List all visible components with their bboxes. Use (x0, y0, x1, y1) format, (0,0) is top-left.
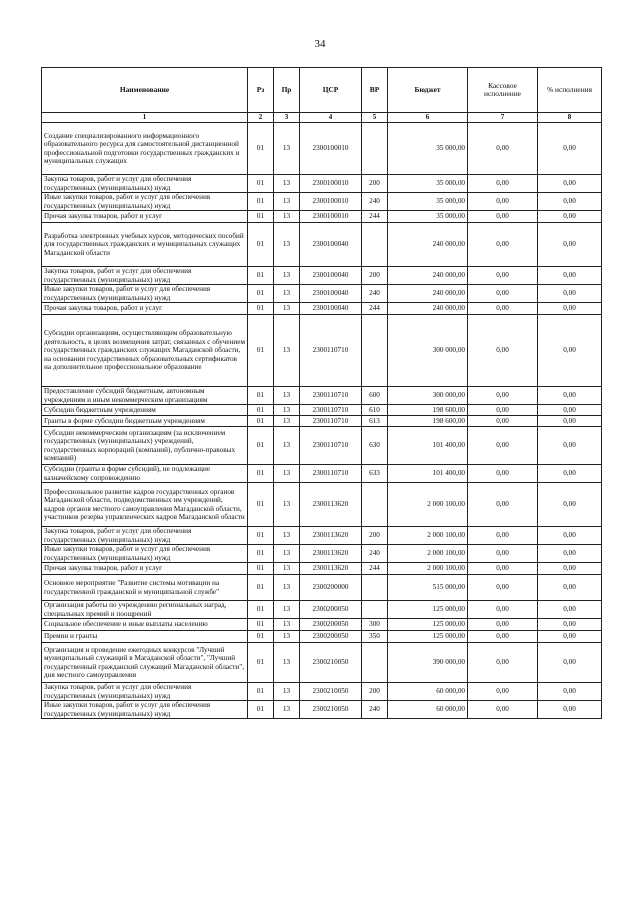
row-cash-cell: 0,00 (468, 223, 538, 267)
row-csr-cell: 2300110710 (300, 405, 362, 416)
table-row (42, 405, 602, 416)
row-pct-cell: 0,00 (538, 267, 602, 285)
row-budget-cell: 2 000 100,00 (388, 563, 468, 575)
row-csr-cell: 2300210050 (300, 683, 362, 701)
row-pr-cell: 13 (274, 285, 300, 303)
row-csr-cell: 2300200050 (300, 619, 362, 631)
header-row (42, 68, 602, 113)
table-row (42, 416, 602, 427)
table-row (42, 211, 602, 223)
row-pct-cell: 0,00 (538, 683, 602, 701)
row-pct-cell: 0,00 (538, 211, 602, 223)
row-cash-cell: 0,00 (468, 123, 538, 175)
row-budget-cell: 240 000,00 (388, 267, 468, 285)
row-budget-cell: 2 000 100,00 (388, 545, 468, 563)
row-budget-cell: 60 000,00 (388, 701, 468, 719)
row-cash-cell: 0,00 (468, 701, 538, 719)
row-name-cell: Иные закупки товаров, работ и услуг для обеспечения государственных (муниципальных) нужд (42, 545, 248, 563)
row-cash-cell: 0,00 (468, 405, 538, 416)
row-pr-cell: 13 (274, 427, 300, 465)
row-vr-cell: 613 (362, 416, 388, 427)
row-rz-cell: 01 (248, 545, 274, 563)
table-row (42, 619, 602, 631)
row-cash-cell: 0,00 (468, 631, 538, 643)
row-vr-cell: 240 (362, 285, 388, 303)
row-pr-cell: 13 (274, 387, 300, 405)
row-name-cell: Профессиональное развитие кадров государственных органов Магаданской области, подведомственных им учреждений, кадров органов местного самоуправления Магаданской области, участников резерва управленческих кадров Магаданской области (42, 483, 248, 527)
table-row (42, 683, 602, 701)
header-cash: Кассовое исполнение (468, 68, 538, 113)
row-csr-cell: 2300200050 (300, 631, 362, 643)
row-budget-cell: 101 400,00 (388, 465, 468, 483)
table-row (42, 631, 602, 643)
row-rz-cell: 01 (248, 483, 274, 527)
row-rz-cell: 01 (248, 211, 274, 223)
row-cash-cell: 0,00 (468, 563, 538, 575)
table-row (42, 575, 602, 601)
row-name-cell: Иные закупки товаров, работ и услуг для обеспечения государственных (муниципальных) нужд (42, 285, 248, 303)
row-vr-cell: 240 (362, 545, 388, 563)
table-row (42, 303, 602, 315)
row-vr-cell: 244 (362, 303, 388, 315)
table-row (42, 193, 602, 211)
row-pct-cell: 0,00 (538, 575, 602, 601)
row-vr-cell: 240 (362, 701, 388, 719)
row-rz-cell: 01 (248, 193, 274, 211)
row-name-cell: Иные закупки товаров, работ и услуг для обеспечения государственных (муниципальных) нужд (42, 193, 248, 211)
row-pct-cell: 0,00 (538, 387, 602, 405)
row-cash-cell: 0,00 (468, 483, 538, 527)
row-cash-cell: 0,00 (468, 211, 538, 223)
row-budget-cell: 198 600,00 (388, 405, 468, 416)
table-row (42, 545, 602, 563)
col-number: 8 (538, 113, 602, 123)
col-number: 4 (300, 113, 362, 123)
row-budget-cell: 125 000,00 (388, 631, 468, 643)
row-cash-cell: 0,00 (468, 315, 538, 387)
row-pct-cell: 0,00 (538, 123, 602, 175)
row-csr-cell: 2300100040 (300, 223, 362, 267)
row-cash-cell: 0,00 (468, 465, 538, 483)
row-pr-cell: 13 (274, 575, 300, 601)
row-vr-cell: 300 (362, 619, 388, 631)
row-budget-cell: 60 000,00 (388, 683, 468, 701)
row-pr-cell: 13 (274, 303, 300, 315)
row-pr-cell: 13 (274, 527, 300, 545)
row-csr-cell: 2300200000 (300, 575, 362, 601)
row-pr-cell: 13 (274, 545, 300, 563)
row-csr-cell: 2300113620 (300, 545, 362, 563)
row-name-cell: Закупка товаров, работ и услуг для обеспечения государственных (муниципальных) нужд (42, 175, 248, 193)
row-vr-cell (362, 223, 388, 267)
row-name-cell: Прочая закупка товаров, работ и услуг (42, 563, 248, 575)
row-pct-cell: 0,00 (538, 701, 602, 719)
row-budget-cell: 198 600,00 (388, 416, 468, 427)
table-row (42, 175, 602, 193)
row-cash-cell: 0,00 (468, 193, 538, 211)
row-vr-cell: 610 (362, 405, 388, 416)
table-row (42, 315, 602, 387)
row-budget-cell: 35 000,00 (388, 193, 468, 211)
row-pr-cell: 13 (274, 643, 300, 683)
page-number: 34 (314, 38, 326, 50)
row-cash-cell: 0,00 (468, 601, 538, 619)
table-row (42, 643, 602, 683)
row-name-cell: Субсидии (гранты в форме субсидий), не подлежащие казначейскому сопровождению (42, 465, 248, 483)
row-vr-cell (362, 315, 388, 387)
row-rz-cell: 01 (248, 643, 274, 683)
row-cash-cell: 0,00 (468, 545, 538, 563)
row-csr-cell: 2300113620 (300, 483, 362, 527)
row-budget-cell: 125 000,00 (388, 601, 468, 619)
row-name-cell: Закупка товаров, работ и услуг для обеспечения государственных (муниципальных) нужд (42, 527, 248, 545)
col-number: 6 (388, 113, 468, 123)
row-rz-cell: 01 (248, 387, 274, 405)
row-name-cell: Предоставление субсидий бюджетным, автономным учреждениям и иным некоммерческим организациям (42, 387, 248, 405)
row-rz-cell: 01 (248, 303, 274, 315)
row-pct-cell: 0,00 (538, 545, 602, 563)
row-budget-cell: 35 000,00 (388, 211, 468, 223)
col-number: 3 (274, 113, 300, 123)
row-pct-cell: 0,00 (538, 601, 602, 619)
col-number: 5 (362, 113, 388, 123)
row-csr-cell: 2300110710 (300, 427, 362, 465)
row-csr-cell: 2300113620 (300, 563, 362, 575)
row-pr-cell: 13 (274, 267, 300, 285)
col-number: 1 (42, 113, 248, 123)
row-budget-cell: 390 000,00 (388, 643, 468, 683)
row-csr-cell: 2300110710 (300, 387, 362, 405)
row-pct-cell: 0,00 (538, 416, 602, 427)
table-row (42, 483, 602, 527)
row-rz-cell: 01 (248, 601, 274, 619)
row-pct-cell: 0,00 (538, 405, 602, 416)
row-rz-cell: 01 (248, 575, 274, 601)
row-budget-cell: 101 400,00 (388, 427, 468, 465)
row-pct-cell: 0,00 (538, 631, 602, 643)
row-rz-cell: 01 (248, 683, 274, 701)
row-budget-cell: 240 000,00 (388, 285, 468, 303)
row-cash-cell: 0,00 (468, 303, 538, 315)
row-vr-cell (362, 601, 388, 619)
row-vr-cell: 633 (362, 465, 388, 483)
row-vr-cell (362, 123, 388, 175)
table-row (42, 267, 602, 285)
table-row (42, 601, 602, 619)
row-pr-cell: 13 (274, 405, 300, 416)
row-cash-cell: 0,00 (468, 527, 538, 545)
row-vr-cell: 630 (362, 427, 388, 465)
row-vr-cell: 600 (362, 387, 388, 405)
row-budget-cell: 300 000,00 (388, 315, 468, 387)
row-pr-cell: 13 (274, 123, 300, 175)
row-vr-cell: 200 (362, 175, 388, 193)
row-budget-cell: 35 000,00 (388, 175, 468, 193)
row-rz-cell: 01 (248, 701, 274, 719)
row-csr-cell: 2300100040 (300, 303, 362, 315)
row-rz-cell: 01 (248, 527, 274, 545)
table-row (42, 563, 602, 575)
row-pr-cell: 13 (274, 601, 300, 619)
row-rz-cell: 01 (248, 427, 274, 465)
table-row (42, 427, 602, 465)
row-pr-cell: 13 (274, 193, 300, 211)
row-cash-cell: 0,00 (468, 683, 538, 701)
row-pct-cell: 0,00 (538, 427, 602, 465)
row-csr-cell: 2300200050 (300, 601, 362, 619)
row-csr-cell: 2300100010 (300, 123, 362, 175)
row-pct-cell: 0,00 (538, 527, 602, 545)
row-pr-cell: 13 (274, 483, 300, 527)
row-name-cell: Субсидии организациям, осуществляющим образовательную деятельность, в целях возмещения затрат, связанных с обучением государственных гражданских служащих Магаданской области, на основании государственных образовательных сертификатов на дополнительное профессиональное образование (42, 315, 248, 387)
row-pr-cell: 13 (274, 563, 300, 575)
row-pr-cell: 13 (274, 465, 300, 483)
row-pct-cell: 0,00 (538, 315, 602, 387)
row-vr-cell (362, 575, 388, 601)
row-pct-cell: 0,00 (538, 563, 602, 575)
row-csr-cell: 2300110710 (300, 315, 362, 387)
header-pct: % исполнения (538, 68, 602, 113)
row-vr-cell: 244 (362, 211, 388, 223)
row-rz-cell: 01 (248, 123, 274, 175)
row-name-cell: Закупка товаров, работ и услуг для обеспечения государственных (муниципальных) нужд (42, 683, 248, 701)
row-pr-cell: 13 (274, 683, 300, 701)
row-cash-cell: 0,00 (468, 427, 538, 465)
row-vr-cell: 350 (362, 631, 388, 643)
row-cash-cell: 0,00 (468, 267, 538, 285)
budget-execution-table (41, 67, 602, 719)
row-name-cell: Организация и проведение ежегодных конкурсов "Лучший муниципальный служащий в Магаданской области", "Лучший государственный гражданский служащий Магаданской области", дня местного самоуправления (42, 643, 248, 683)
row-pct-cell: 0,00 (538, 193, 602, 211)
row-csr-cell: 2300100010 (300, 175, 362, 193)
row-rz-cell: 01 (248, 315, 274, 387)
row-rz-cell: 01 (248, 416, 274, 427)
row-csr-cell: 2300100040 (300, 267, 362, 285)
row-name-cell: Разработка электронных учебных курсов, методических пособий для государственных гражданских и муниципальных служащих Магаданской области (42, 223, 248, 267)
row-csr-cell: 2300110710 (300, 465, 362, 483)
row-cash-cell: 0,00 (468, 643, 538, 683)
row-pr-cell: 13 (274, 631, 300, 643)
row-pr-cell: 13 (274, 175, 300, 193)
row-pr-cell: 13 (274, 223, 300, 267)
table-row (42, 465, 602, 483)
row-csr-cell: 2300113620 (300, 527, 362, 545)
row-name-cell: Субсидии некоммерческим организациям (за исключением государственных (муниципальных) учреждений, государственных корпораций (компаний), публично-правовых компаний) (42, 427, 248, 465)
column-number-row (42, 113, 602, 123)
row-csr-cell: 2300100040 (300, 285, 362, 303)
table-row (42, 387, 602, 405)
row-rz-cell: 01 (248, 267, 274, 285)
row-vr-cell (362, 483, 388, 527)
row-pct-cell: 0,00 (538, 223, 602, 267)
row-rz-cell: 01 (248, 465, 274, 483)
row-rz-cell: 01 (248, 285, 274, 303)
row-name-cell: Субсидии бюджетным учреждениям (42, 405, 248, 416)
table-row (42, 285, 602, 303)
header-pr: Пр (274, 68, 300, 113)
row-csr-cell: 2300110710 (300, 416, 362, 427)
col-number: 7 (468, 113, 538, 123)
table-row (42, 123, 602, 175)
row-name-cell: Закупка товаров, работ и услуг для обеспечения государственных (муниципальных) нужд (42, 267, 248, 285)
row-cash-cell: 0,00 (468, 619, 538, 631)
row-vr-cell: 200 (362, 267, 388, 285)
row-budget-cell: 35 000,00 (388, 123, 468, 175)
table-row (42, 701, 602, 719)
row-name-cell: Создание специализированного информационного образовательного ресурса для самостоятельной дистанционной профессиональной подготовки государственных гражданских и муниципальных служащих (42, 123, 248, 175)
row-rz-cell: 01 (248, 563, 274, 575)
row-budget-cell: 240 000,00 (388, 303, 468, 315)
header-budget: Бюджет (388, 68, 468, 113)
row-pct-cell: 0,00 (538, 465, 602, 483)
row-vr-cell: 200 (362, 683, 388, 701)
row-budget-cell: 2 000 100,00 (388, 483, 468, 527)
header-rz: Рз (248, 68, 274, 113)
table-row (42, 527, 602, 545)
row-rz-cell: 01 (248, 405, 274, 416)
row-name-cell: Социальное обеспечение и иные выплаты населению (42, 619, 248, 631)
row-name-cell: Премии и гранты (42, 631, 248, 643)
row-budget-cell: 125 000,00 (388, 619, 468, 631)
col-number: 2 (248, 113, 274, 123)
row-pr-cell: 13 (274, 416, 300, 427)
row-pct-cell: 0,00 (538, 285, 602, 303)
row-vr-cell: 200 (362, 527, 388, 545)
row-name-cell: Основное мероприятие "Развитие системы мотивации на государственной гражданской и муниципальной службе" (42, 575, 248, 601)
row-pct-cell: 0,00 (538, 175, 602, 193)
row-pct-cell: 0,00 (538, 619, 602, 631)
row-cash-cell: 0,00 (468, 175, 538, 193)
row-name-cell: Прочая закупка товаров, работ и услуг (42, 303, 248, 315)
row-rz-cell: 01 (248, 223, 274, 267)
row-rz-cell: 01 (248, 175, 274, 193)
row-pr-cell: 13 (274, 701, 300, 719)
row-name-cell: Прочая закупка товаров, работ и услуг (42, 211, 248, 223)
row-pct-cell: 0,00 (538, 483, 602, 527)
row-csr-cell: 2300100010 (300, 193, 362, 211)
row-budget-cell: 515 000,00 (388, 575, 468, 601)
row-pr-cell: 13 (274, 619, 300, 631)
row-name-cell: Иные закупки товаров, работ и услуг для обеспечения государственных (муниципальных) нужд (42, 701, 248, 719)
header-csr: ЦСР (300, 68, 362, 113)
row-budget-cell: 2 000 100,00 (388, 527, 468, 545)
row-cash-cell: 0,00 (468, 387, 538, 405)
header-vr: ВР (362, 68, 388, 113)
row-rz-cell: 01 (248, 619, 274, 631)
row-vr-cell (362, 643, 388, 683)
row-budget-cell: 300 000,00 (388, 387, 468, 405)
row-pct-cell: 0,00 (538, 303, 602, 315)
row-cash-cell: 0,00 (468, 575, 538, 601)
row-budget-cell: 240 000,00 (388, 223, 468, 267)
row-vr-cell: 244 (362, 563, 388, 575)
table-row (42, 223, 602, 267)
row-csr-cell: 2300210050 (300, 701, 362, 719)
row-cash-cell: 0,00 (468, 285, 538, 303)
row-pr-cell: 13 (274, 211, 300, 223)
row-pct-cell: 0,00 (538, 643, 602, 683)
row-cash-cell: 0,00 (468, 416, 538, 427)
header-name: Наименование (42, 68, 248, 113)
row-name-cell: Гранты в форме субсидии бюджетным учреждениям (42, 416, 248, 427)
row-vr-cell: 240 (362, 193, 388, 211)
row-rz-cell: 01 (248, 631, 274, 643)
row-pr-cell: 13 (274, 315, 300, 387)
row-csr-cell: 2300210050 (300, 643, 362, 683)
row-name-cell: Организация работы по учреждению региональных наград, специальных премий и поощрений (42, 601, 248, 619)
row-csr-cell: 2300100010 (300, 211, 362, 223)
